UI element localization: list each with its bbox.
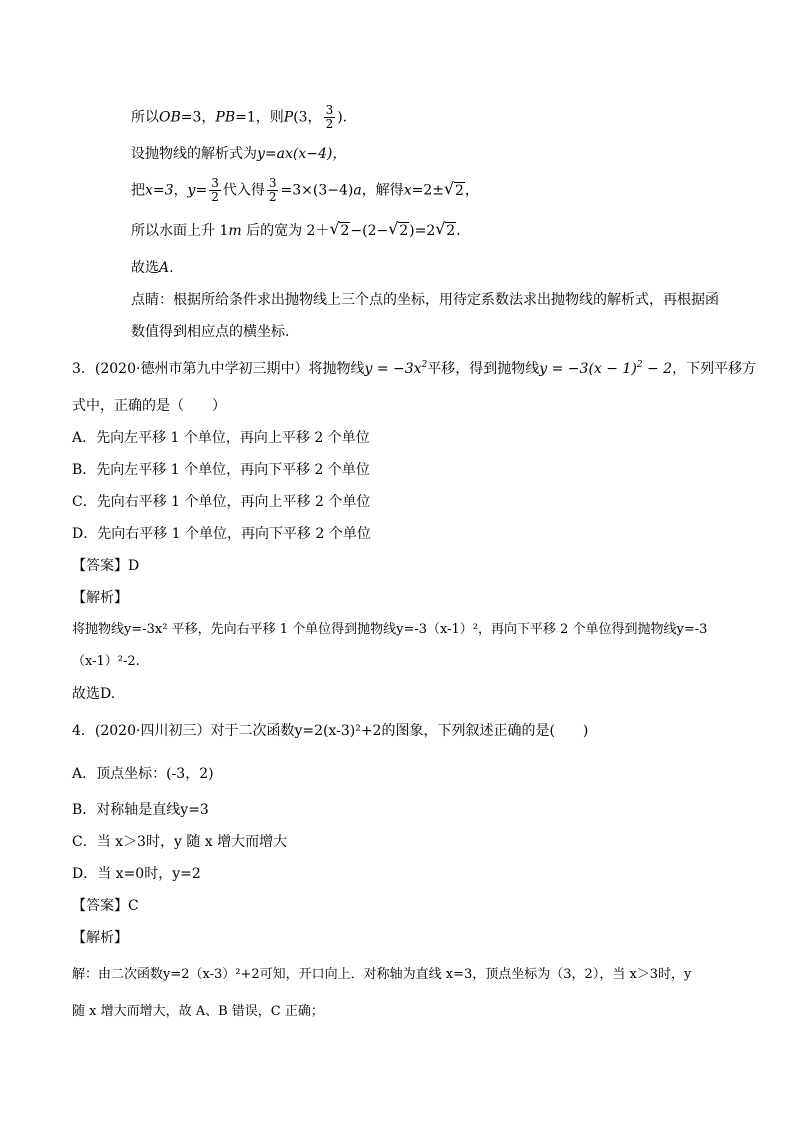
sqrt-symbol: √ 2 — [445, 182, 465, 200]
note-line-2: 数值得到相应点的横坐标. — [131, 324, 290, 340]
q3-stem-line-1: 3．(2020·德州市第九中学初三期中）将抛物线$y = -3x^2$平移，得到抛物线$y = -3(x - 1)^2 - 2$，下列平移方 — [72, 360, 757, 377]
q3-conclusion: 故选D. — [72, 686, 116, 702]
q4-option-d: D．当 x=0时，y=2 — [72, 866, 201, 882]
sqrt-symbol: √ 2 — [389, 222, 409, 240]
fraction: $\frac{3}{2}$ — [268, 176, 277, 204]
q3-stem-line-2: 式中，正确的是（ ） — [72, 398, 226, 414]
q4-stem: 4．(2020·四川初三）对于二次函数y=2(x-3)²+2的图象，下列叙述正确的是( ) — [72, 723, 589, 739]
q3-option-b: B．先向左平移 1 个单位，再向下平移 2 个单位 — [72, 462, 370, 478]
q3-answer: 【答案】D — [72, 558, 140, 574]
q4-answer: 【答案】C — [72, 898, 139, 914]
solution-line-3: 把x=3，y= $\frac{3}{2}$ 代入得 $\frac{3}{2}$ =3×(3−4)a，解得x=2±√ 2， — [131, 177, 479, 204]
solution-line-5: 故选A. — [131, 260, 174, 276]
sqrt-symbol: √ 2 — [330, 222, 350, 240]
q3-option-d: D．先向右平移 1 个单位，再向下平移 2 个单位 — [72, 526, 371, 542]
solution-line-1: 所以OB=3，PB=1，则P(3， $\frac{3}{2}$ ). — [131, 103, 348, 131]
q3-analysis-line-1: 将抛物线y=-3x² 平移，先向右平移 1 个单位得到抛物线y=-3（x-1）²，再向下平移 2 个单位得到抛物线y=-3 — [72, 622, 708, 637]
q4-analysis-line-2: 随 x 增大而增大，故 A、B 错误，C 正确； — [72, 1004, 324, 1019]
q4-analysis-title: 【解析】 — [72, 930, 128, 946]
fraction: $\frac{3}{2}$ — [325, 103, 334, 131]
solution-line-4: 所以水面上升 1m 后的宽为 2＋√ 2−(2−√ 2)=2√ 2. — [131, 222, 461, 240]
q4-option-a: A．顶点坐标：(-3，2) — [72, 766, 214, 782]
q3-option-c: C．先向右平移 1 个单位，再向上平移 2 个单位 — [72, 494, 371, 510]
fraction: $\frac{3}{2}$ — [211, 176, 219, 204]
q4-analysis-line-1: 解：由二次函数y=2（x-3）²+2可知，开口向上．对称轴为直线 x=3，顶点坐标为（3，2），当 x＞3时，y — [72, 967, 692, 982]
sqrt-symbol: √ 2 — [436, 222, 456, 240]
q3-option-a: A．先向左平移 1 个单位，再向上平移 2 个单位 — [72, 430, 370, 446]
q3-analysis-line-2: （x-1）²-2. — [72, 654, 140, 669]
q4-option-b: B．对称轴是直线y=3 — [72, 802, 209, 818]
solution-line-2: 设抛物线的解析式为y=ax(x−4)， — [131, 146, 347, 162]
q3-analysis-title: 【解析】 — [72, 590, 128, 606]
note-line-1: 点睛：根据所给条件求出抛物线上三个点的坐标，用待定系数法求出抛物线的解析式，再根据函 — [131, 292, 719, 308]
q4-option-c: C．当 x＞3时，y 随 x 增大而增大 — [72, 834, 288, 850]
